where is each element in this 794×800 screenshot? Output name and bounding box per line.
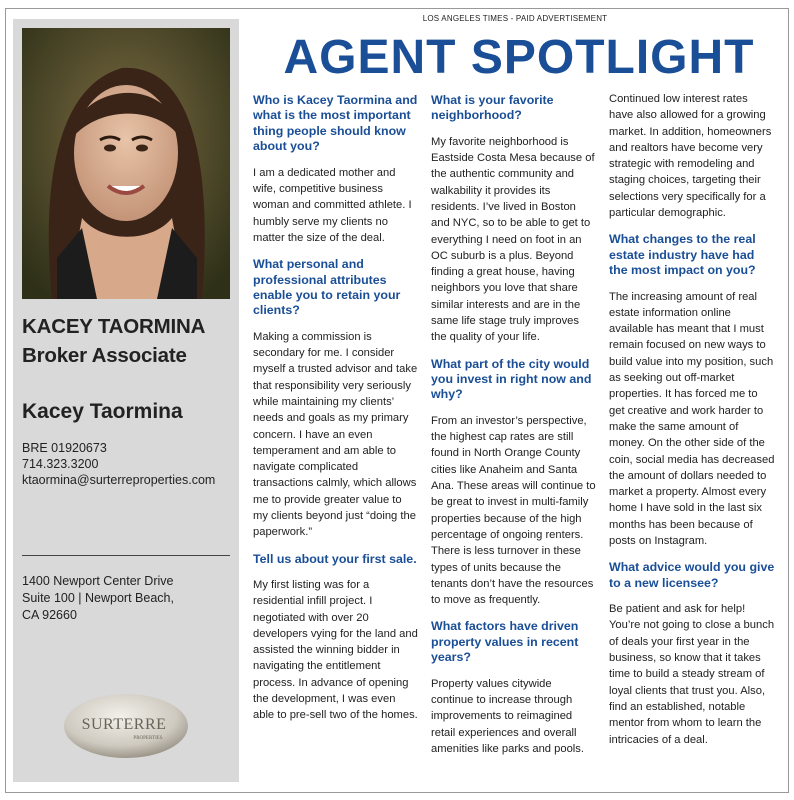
answer-text: The increasing amount of real estate information online available has meant that I must remain focused on new ways to build value into my position, such as seeking out off-market properties. It has forced me to get creative and work harder to make the same amount of money. On the other side of the coin, social media has decreased the amount of dollars needed to market a property. Almost every home I have sold in the last six months has been because of posts on Instagram. (609, 290, 775, 548)
question-heading: What factors have driven property values in recent years? (431, 619, 579, 665)
question-heading: What advice would you give to a new licensee? (609, 560, 775, 590)
agent-address (22, 573, 174, 624)
question-heading: Who is Kacey Taormina and what is the most important thing people should know about you? (253, 93, 418, 154)
logo-sub-text: PROPERTIES (133, 736, 163, 741)
answer-text: From an investor’s perspective, the highest cap rates are still found in North Orange County cities like Anaheim and Santa Ana. These areas will continue to be great to invest in multi-family properties because of the high percentage of ongoing renters. There is less turnover in these types of units because the tenants don’t have the resources to move as frequently. (431, 414, 596, 607)
answer-text: Making a commission is secondary for me. I consider myself a trusted advisor and take that responsibility very seriously while maintaining my clients’ needs and goals as my primary concern. I have an even temperament and am able to navigate complicated transactions calmly, which allows me to provide greater value to my clients beyond just “doing the paperwork.” (253, 330, 418, 539)
question-heading: Tell us about your first sale. (253, 551, 417, 566)
agent-name-block (22, 312, 237, 370)
answer-text: Be patient and ask for help! You’re not going to close a bunch of deals your first year in the business, so know that it takes time to build a steady stream of loyal clients that trust you. Also, find an established, notable mentor from whom to learn the intricacies of a deal. (609, 603, 775, 746)
question-heading: What is your favorite neighborhood? (431, 93, 554, 123)
answer-text: Property values citywide continue to increase through improvements to reimagined retail experiences and overall amenities like parks and pools. (431, 677, 584, 755)
answer-text: I am a dedicated mother and wife, competitive business woman and committed athlete. I humbly serve my clients no matter the size of the deal. (253, 166, 412, 244)
surterre-logo (62, 688, 190, 760)
question-heading: What personal and professional attributes enable you to retain your clients? (253, 257, 401, 318)
address-line-2: Suite 100 | Newport Beach, (22, 591, 174, 605)
agent-contact (22, 440, 215, 488)
address-line-3: CA 92660 (22, 608, 77, 622)
question-heading: What part of the city would you invest in right now and why? (431, 356, 592, 402)
article-column-2 (431, 93, 597, 768)
agent-email[interactable]: ktaormina@surterreproperties.com (22, 473, 216, 487)
agent-name-caps: KACEY TAORMINA (22, 315, 206, 338)
agent-role: Broker Associate (22, 344, 187, 367)
sidebar-divider (22, 555, 230, 556)
agent-photo (22, 28, 230, 299)
logo-brand-text: SURTERRE (81, 716, 167, 733)
address-line-1: 1400 Newport Center Drive (22, 574, 174, 588)
question-heading: What changes to the real estate industry have had the most impact on you? (609, 232, 756, 278)
article-column-3 (609, 91, 775, 759)
answer-text: My favorite neighborhood is Eastside Costa Mesa because of the authentic community and walkability it provides its residents. I’ve lived in Boston and NYC, so to be able to get to everything I need on foot in an OC suburb is a plus. Beyond finding a great house, having neighbors you love that share similar interests and are in the same life stage truly improves the quality of your life. (431, 135, 595, 344)
article-column-1 (253, 93, 419, 735)
agent-phone[interactable]: 714.323.3200 (22, 457, 99, 471)
agent-license: BRE 01920673 (22, 441, 107, 455)
agent-signature-name: Kacey Taormina (22, 400, 183, 423)
page-title: AGENT SPOTLIGHT (283, 31, 755, 84)
answer-text: My first listing was for a residential infill project. I negotiated with over 20 developers vying for the land and assisted the winning bidder in navigating the entitlement process. In advance of opening the development, I was even able to pre-sell two of the homes. (253, 579, 418, 722)
answer-text-continued: Continued low interest rates have also allowed for a growing market. In addition, homeowners and realtors have become very strategic with remodeling and staging choices, targeting their selections very specifically for a particular demographic. (609, 93, 772, 220)
paid-ad-label: LOS ANGELES TIMES - PAID ADVERTISEMENT (422, 14, 608, 23)
